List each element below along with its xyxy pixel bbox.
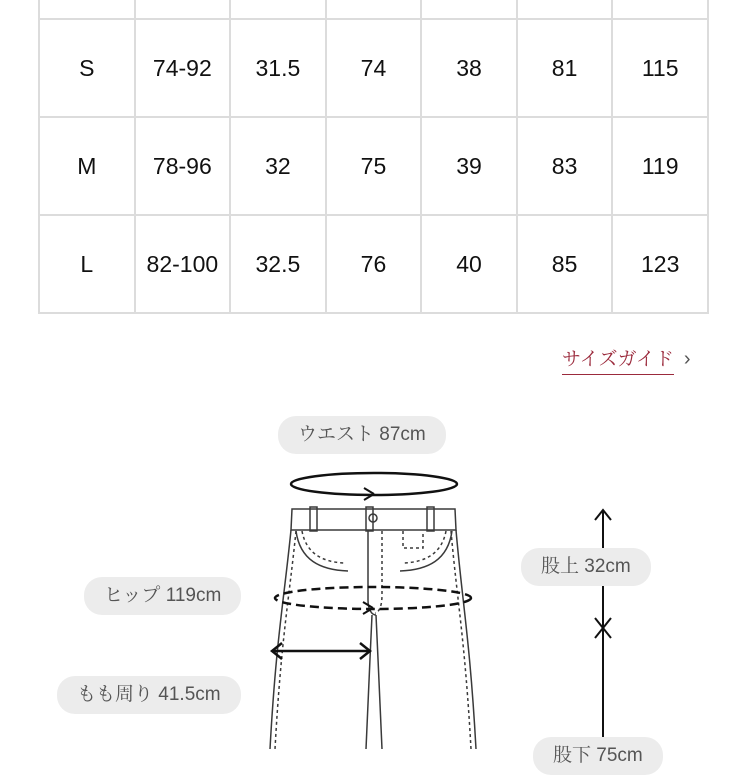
- table-cell: 76: [326, 215, 422, 313]
- table-cell: 85: [517, 215, 613, 313]
- size-label: S: [39, 19, 135, 117]
- size-guide-label: サイズガイド: [562, 344, 674, 375]
- belt-loop: [427, 507, 434, 531]
- size-label: L: [39, 215, 135, 313]
- chevron-right-icon: ›: [683, 348, 691, 370]
- table-cell: 38: [421, 19, 517, 117]
- rise-measurement: 股上 32cm: [521, 548, 651, 586]
- leg-outline-right: [456, 530, 476, 749]
- table-cell: 81: [517, 19, 613, 117]
- waist-ellipse: [291, 473, 457, 495]
- table-cell: 78-96: [135, 117, 231, 215]
- table-cell: 32: [230, 117, 326, 215]
- table-cell: 40: [421, 215, 517, 313]
- table-cell: 74-92: [135, 19, 231, 117]
- table-cell: 74: [326, 19, 422, 117]
- inseam-measurement: 股下 75cm: [533, 737, 663, 775]
- thigh-measurement: もも周り 41.5cm: [57, 676, 241, 714]
- table-cell: 115: [612, 19, 708, 117]
- hip-ellipse: [275, 587, 471, 609]
- size-label: M: [39, 117, 135, 215]
- table-cell: 123: [612, 215, 708, 313]
- table-cell: 39: [421, 117, 517, 215]
- belt-loop: [310, 507, 317, 531]
- inseam-right: [376, 615, 382, 749]
- table-cell: 82-100: [135, 215, 231, 313]
- inseam-left: [366, 615, 372, 749]
- table-cell: 83: [517, 117, 613, 215]
- table-cell: 31.5: [230, 19, 326, 117]
- table-cell: 32.5: [230, 215, 326, 313]
- hip-measurement: ヒップ 119cm: [84, 577, 241, 615]
- table-cell: 119: [612, 117, 708, 215]
- waist-measurement: ウエスト 87cm: [278, 416, 446, 454]
- leg-outline-left: [270, 530, 291, 749]
- table-cell: 75: [326, 117, 422, 215]
